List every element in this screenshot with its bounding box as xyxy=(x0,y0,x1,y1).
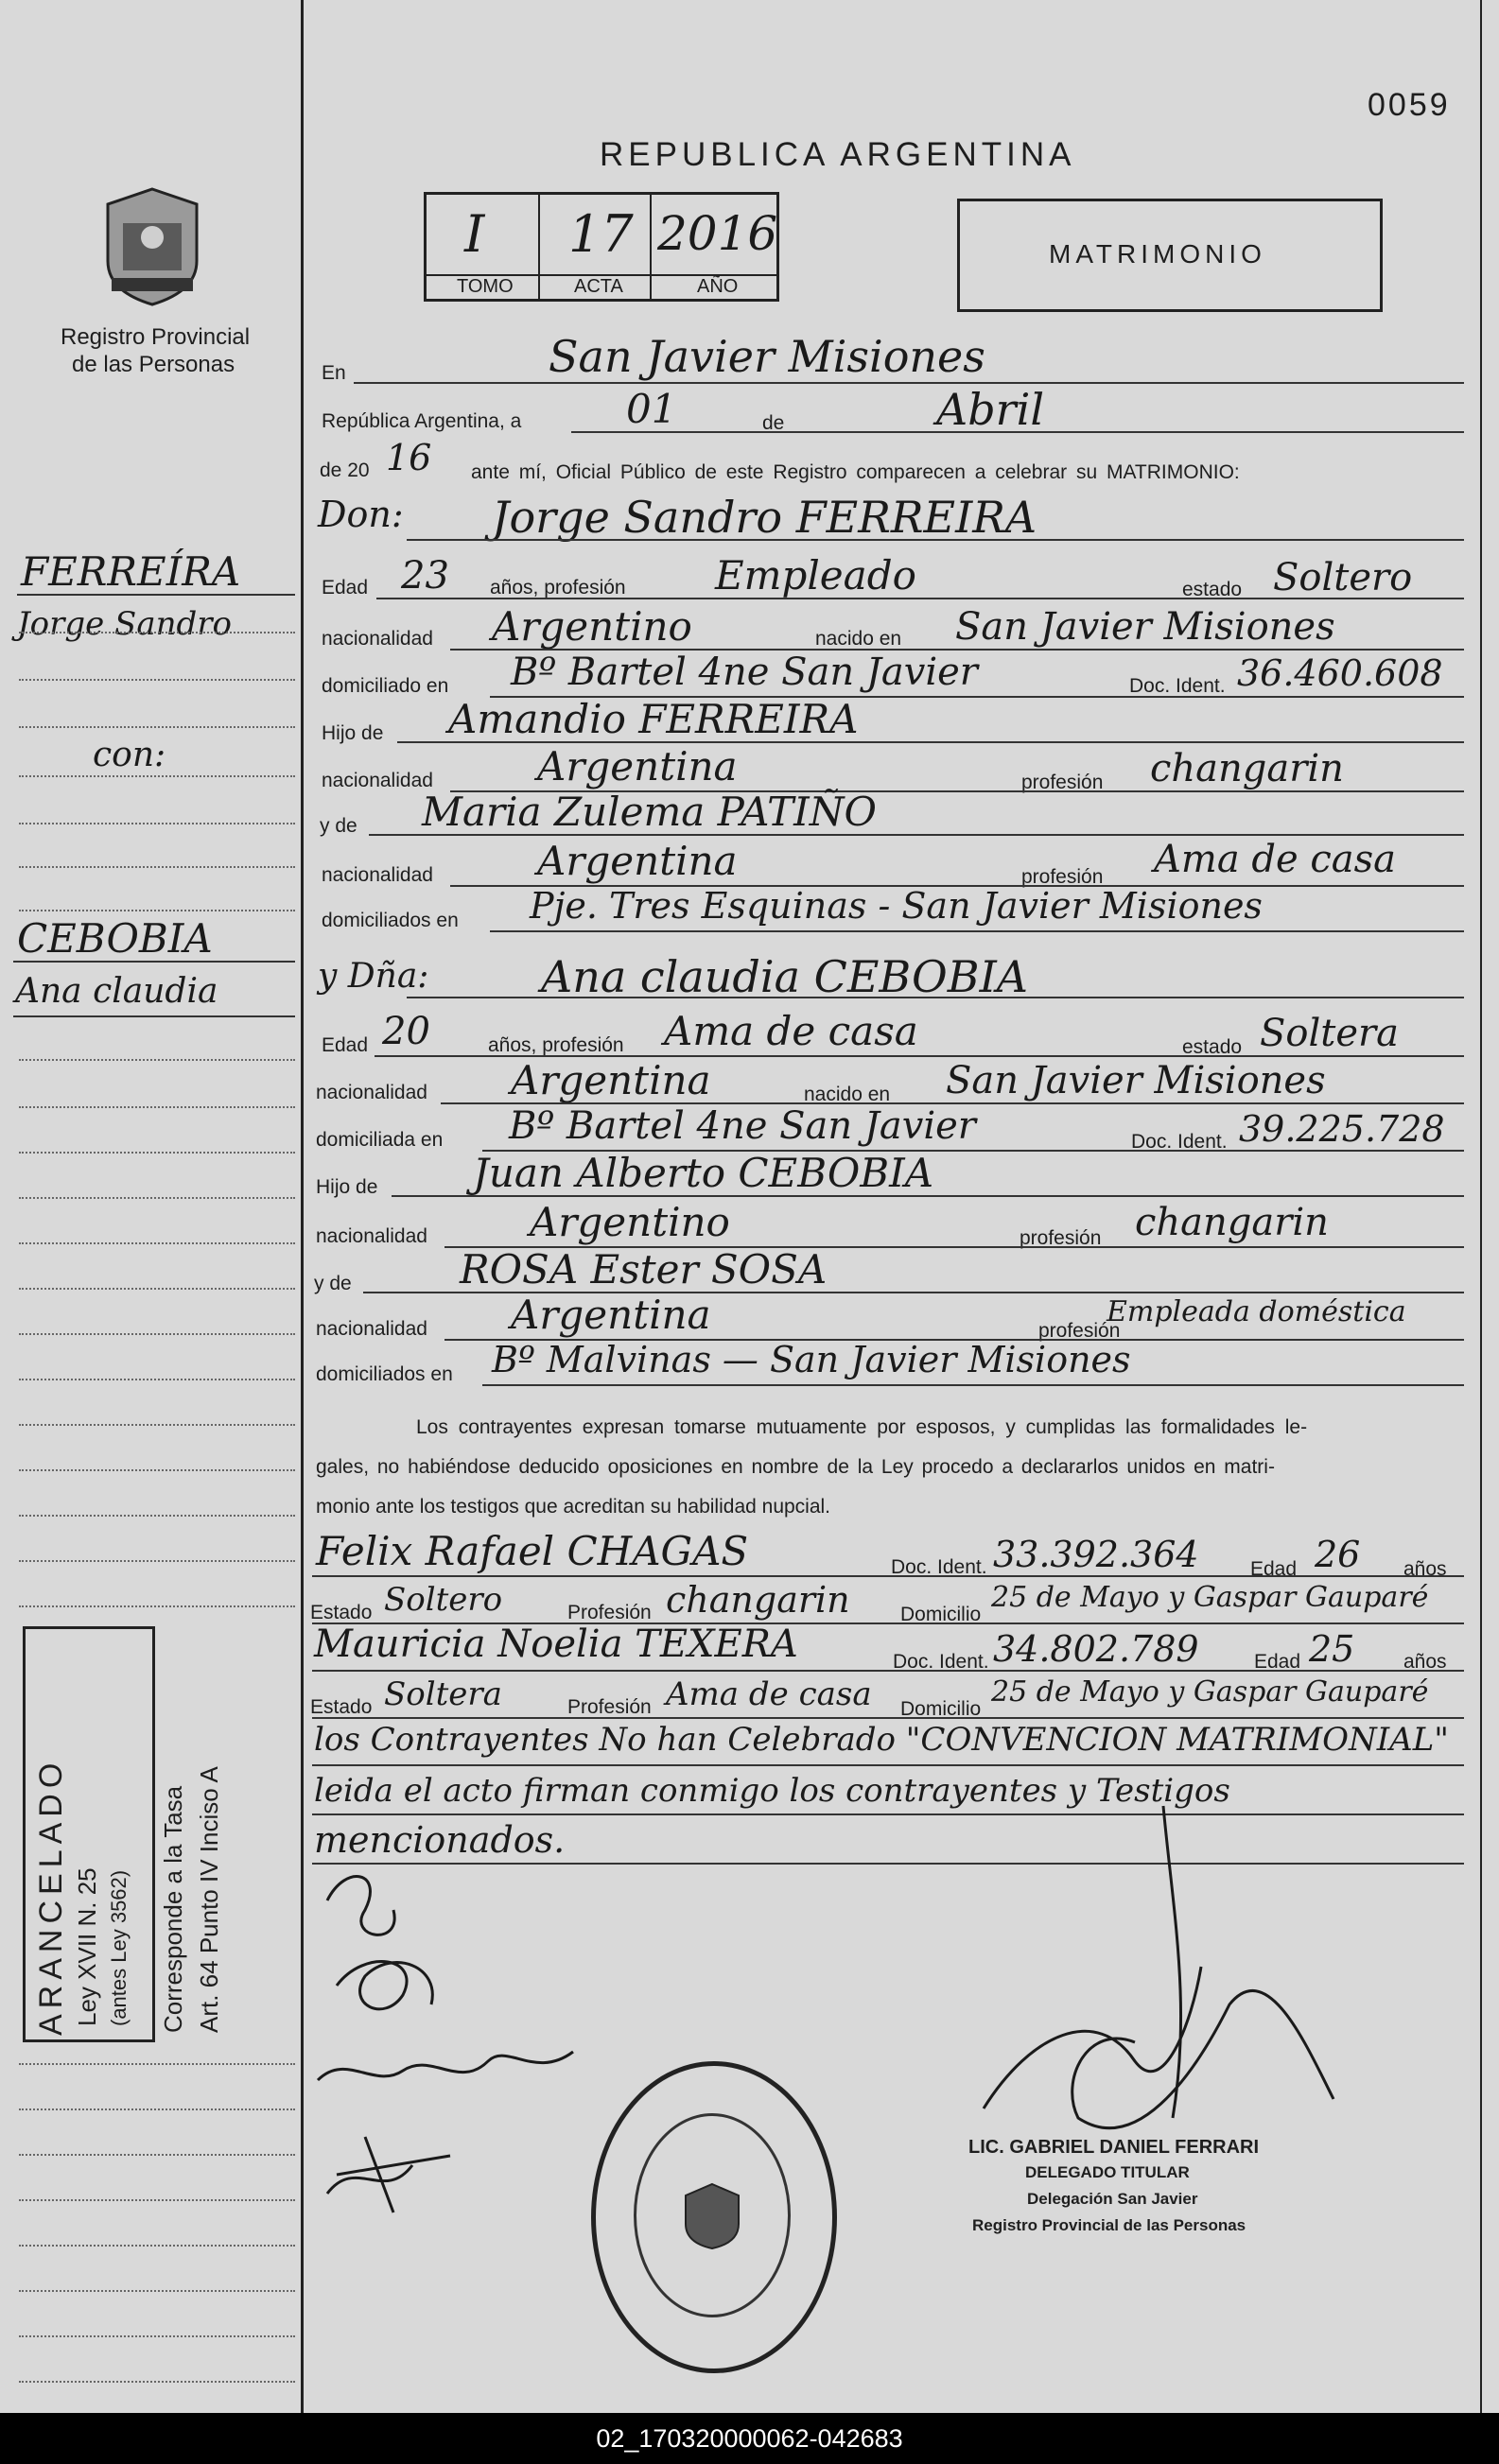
tomo-value: I xyxy=(464,204,485,264)
witness2-doc: 34.802.789 xyxy=(993,1628,1199,1670)
republica-label: República Argentina, a xyxy=(322,410,522,432)
nacionalidad-label: nacionalidad xyxy=(322,628,433,650)
month: Abril xyxy=(936,384,1045,435)
seal-emblem-icon xyxy=(682,2182,742,2250)
tomo-label: TOMO xyxy=(457,276,514,297)
bride-age: 20 xyxy=(382,1010,430,1053)
nacido-label: nacido en xyxy=(815,628,902,650)
witness1-age: 26 xyxy=(1315,1534,1361,1575)
estado-label-2: estado xyxy=(1182,1036,1243,1058)
groom-mother-profession: Ama de casa xyxy=(1154,838,1396,881)
witness1-profession: changarin xyxy=(666,1579,850,1621)
edad-label-4: Edad xyxy=(1254,1651,1301,1673)
official-registry: Registro Provincial de las Personas xyxy=(972,2216,1246,2234)
dona-label: y Dña: xyxy=(318,957,429,996)
de20-label: de 20 xyxy=(320,460,370,481)
acta-value: 17 xyxy=(568,204,634,264)
domiciliados-label-2: domiciliados en xyxy=(316,1363,453,1385)
record-id-box xyxy=(424,192,779,302)
page-number: 0059 xyxy=(1368,87,1451,123)
groom-father-nationality: Argentina xyxy=(537,743,738,790)
declaration-line-3: monio ante los testigos que acreditan su habilidad nupcial. xyxy=(316,1496,831,1518)
en-label: En xyxy=(322,362,346,384)
declaration-line-2: gales, no habiéndose deducido oposiciones en nombre de la Ley procedo a declararlos unidos en matri- xyxy=(316,1456,1275,1478)
estado-label-3: Estado xyxy=(310,1602,373,1623)
fee-stamp xyxy=(23,1626,155,2042)
right-edge-line xyxy=(1480,0,1482,2413)
domicilio-label-2: Domicilio xyxy=(900,1698,982,1720)
anos-profesion-label-2: años, profesión xyxy=(488,1034,624,1056)
anio-value: 2016 xyxy=(657,206,778,261)
stamp-line-5: Art. 64 Punto IV Inciso A xyxy=(195,1766,223,2033)
groom-age: 23 xyxy=(401,554,449,598)
margin-groom-surname: FERREÍRA xyxy=(21,548,241,595)
estado-label-4: Estado xyxy=(310,1696,373,1718)
don-label: Don: xyxy=(318,494,404,535)
note-line-2: leida el acto firman conmigo los contrayentes y Testigos xyxy=(314,1772,1230,1810)
witness2-address: 25 de Mayo y Gaspar Gauparé xyxy=(991,1675,1429,1709)
nacionalidad-label-6: nacionalidad xyxy=(316,1318,427,1340)
groom-doc: 36.460.608 xyxy=(1237,652,1443,694)
groom-nationality: Argentino xyxy=(492,603,692,650)
domicilio-label: Domicilio xyxy=(900,1604,982,1625)
bride-doc: 39.225.728 xyxy=(1239,1108,1445,1150)
witness1-status: Soltero xyxy=(384,1581,503,1619)
margin-groom-name: Jorge Sandro xyxy=(17,605,232,643)
groom-father-profession: changarin xyxy=(1150,747,1344,790)
signature-witness-1 xyxy=(308,2023,583,2108)
doc-label-2: Doc. Ident. xyxy=(1131,1131,1228,1153)
hijo-label-2: Hijo de xyxy=(316,1176,378,1198)
domiciliada-label: domiciliada en xyxy=(316,1129,444,1151)
hijo-label: Hijo de xyxy=(322,722,384,744)
official-name: LIC. GABRIEL DANIEL FERRARI xyxy=(968,2137,1260,2158)
official-office: Delegación San Javier xyxy=(1027,2190,1198,2208)
bride-address: Bº Bartel 4ne San Javier xyxy=(509,1104,976,1148)
province-emblem-icon xyxy=(102,185,202,308)
edad-label-2: Edad xyxy=(322,1034,369,1056)
nacionalidad-label-4: nacionalidad xyxy=(316,1082,427,1103)
bride-birthplace: San Javier Misiones xyxy=(946,1059,1326,1102)
place: San Javier Misiones xyxy=(549,331,985,382)
witness1-doc: 33.392.364 xyxy=(993,1534,1199,1575)
witness2-status: Soltera xyxy=(384,1675,502,1713)
witness1-address: 25 de Mayo y Gaspar Gauparé xyxy=(991,1581,1429,1614)
bride-full-name: Ana claudia CEBOBIA xyxy=(541,951,1028,1002)
groom-full-name: Jorge Sandro FERREIRA xyxy=(492,492,1037,543)
edad-label: Edad xyxy=(322,577,369,599)
domiciliado-label: domiciliado en xyxy=(322,675,449,697)
file-id-footer: 02_170320000062-042683 xyxy=(0,2413,1499,2464)
act-type: MATRIMONIO xyxy=(1049,239,1266,269)
year-suffix: 16 xyxy=(386,437,432,478)
bride-father-profession: changarin xyxy=(1135,1201,1329,1244)
yde-label-2: y de xyxy=(314,1273,352,1294)
de-label: de xyxy=(762,412,785,434)
bride-profession: Ama de casa xyxy=(664,1008,918,1054)
witness1-name: Felix Rafael CHAGAS xyxy=(316,1528,749,1574)
country-title: REPUBLICA ARGENTINA xyxy=(600,136,1076,173)
signature-official xyxy=(946,1796,1343,2156)
profesion-label-3: profesión xyxy=(1020,1227,1102,1249)
profesion-label-4: profesión xyxy=(1038,1320,1121,1342)
profesion-label-2: profesión xyxy=(1021,866,1104,888)
profesion-label: profesión xyxy=(1021,772,1104,793)
doc-label: Doc. Ident. xyxy=(1129,675,1226,697)
domiciliados-label: domiciliados en xyxy=(322,910,459,931)
groom-father: Amandio FERREIRA xyxy=(448,696,859,742)
anos-label-2: años xyxy=(1403,1651,1447,1673)
registry-name: Registro Provincial xyxy=(61,324,251,350)
bride-mother-profession: Empleada doméstica xyxy=(1107,1295,1406,1328)
groom-mother-nationality: Argentina xyxy=(537,838,738,884)
edad-label-3: Edad xyxy=(1250,1558,1298,1580)
groom-mother: Maria Zulema PATIÑO xyxy=(422,789,877,835)
anos-label: años xyxy=(1403,1558,1447,1580)
stamp-line-2: Ley XVII N. 25 xyxy=(73,1867,101,2026)
groom-status: Soltero xyxy=(1273,556,1413,599)
doc-label-3: Doc. Ident. xyxy=(891,1556,987,1578)
bride-mother: ROSA Ester SOSA xyxy=(460,1246,828,1293)
nacionalidad-label-3: nacionalidad xyxy=(322,864,433,886)
bride-father: Juan Alberto CEBOBIA xyxy=(473,1150,934,1196)
signature-witness-2 xyxy=(308,2118,469,2222)
nacionalidad-label-5: nacionalidad xyxy=(316,1225,427,1247)
registry-name-2: de las Personas xyxy=(72,352,235,377)
nacido-label-2: nacido en xyxy=(804,1084,891,1105)
witness2-name: Mauricia Noelia TEXERA xyxy=(314,1622,798,1666)
acta-label: ACTA xyxy=(574,276,623,297)
bride-status: Soltera xyxy=(1260,1012,1399,1055)
groom-address: Bº Bartel 4ne San Javier xyxy=(511,651,978,694)
anos-profesion-label: años, profesión xyxy=(490,577,626,599)
witness2-profession: Ama de casa xyxy=(666,1675,872,1713)
official-title: DELEGADO TITULAR xyxy=(1025,2163,1190,2181)
estado-label: estado xyxy=(1182,579,1243,600)
nacionalidad-label-2: nacionalidad xyxy=(322,770,433,791)
margin-bride-surname: CEBOBIA xyxy=(17,915,213,962)
signature-bride-groom xyxy=(308,1844,497,2033)
profesion-label-5: Profesión xyxy=(567,1602,652,1623)
stamp-line-4: Corresponde a la Tasa xyxy=(159,1785,187,2033)
doc-label-4: Doc. Ident. xyxy=(893,1651,989,1673)
bride-nationality: Argentina xyxy=(511,1057,711,1103)
stamp-line-1: ARANCELADO xyxy=(33,1757,69,2036)
note-line-1: los Contrayentes No han Celebrado "CONVENCION MATRIMONIAL" xyxy=(314,1721,1449,1759)
margin-bride-name: Ana claudia xyxy=(15,972,218,1011)
bride-father-nationality: Argentino xyxy=(530,1199,730,1245)
day: 01 xyxy=(626,386,677,432)
bride-mother-nationality: Argentina xyxy=(511,1292,711,1338)
intro-text: ante mí, Oficial Público de este Registro comparecen a celebrar su MATRIMONIO: xyxy=(471,461,1240,483)
stamp-line-3: (antes Ley 3562) xyxy=(107,1869,131,2026)
yde-label: y de xyxy=(320,815,357,837)
witness2-age: 25 xyxy=(1309,1628,1355,1670)
declaration-line-1: Los contrayentes expresan tomarse mutuamente por esposos, y cumplidas las formalidades le- xyxy=(416,1416,1308,1438)
note-line-3: mencionados. xyxy=(314,1819,566,1861)
anio-label: AÑO xyxy=(697,276,739,297)
act-type-box xyxy=(957,199,1383,312)
groom-profession: Empleado xyxy=(715,552,916,599)
bride-parents-address: Bº Malvinas — San Javier Misiones xyxy=(492,1339,1131,1380)
margin-con: con: xyxy=(93,736,166,774)
groom-birthplace: San Javier Misiones xyxy=(955,605,1335,649)
profesion-label-6: Profesión xyxy=(567,1696,652,1718)
groom-parents-address: Pje. Tres Esquinas - San Javier Misiones xyxy=(530,885,1263,927)
official-seal xyxy=(591,2061,837,2373)
margin-divider xyxy=(301,0,304,2413)
